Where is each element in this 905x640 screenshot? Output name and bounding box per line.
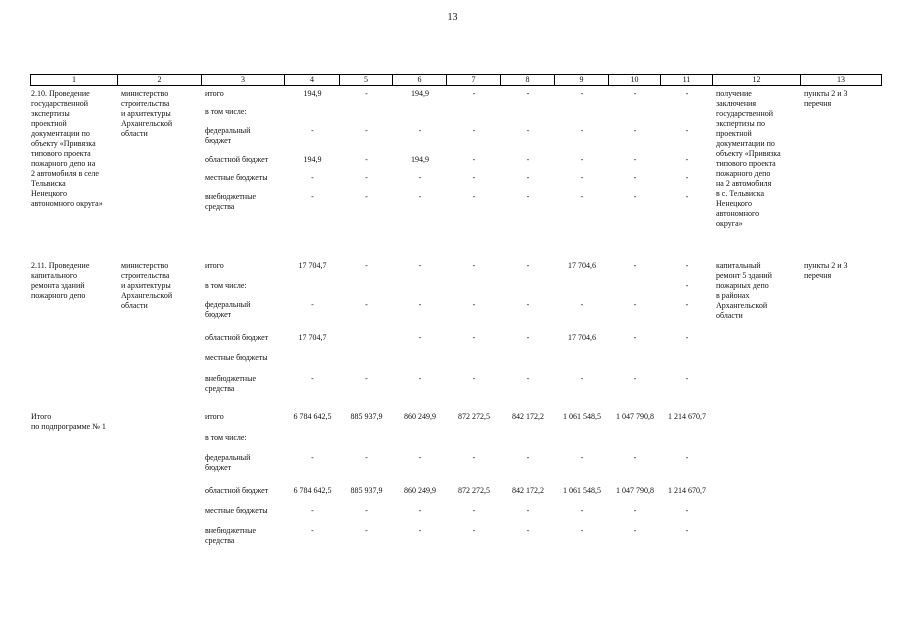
header-col-11: 11: [661, 75, 713, 85]
amount-cell: -: [311, 126, 314, 135]
amount-cell: -: [472, 261, 476, 270]
amount-cell: -: [633, 155, 637, 164]
amount-cell: -: [633, 261, 637, 270]
amount-cell: -: [526, 126, 530, 135]
funding-source-cell: в том числе:: [205, 281, 247, 290]
amount-cell: -: [365, 300, 368, 309]
amount-cell: -: [526, 89, 530, 98]
amount-cell: -: [633, 506, 637, 515]
amount-cell: -: [365, 192, 368, 201]
funding-source-cell: областной бюджет: [205, 155, 269, 164]
amount-cell: -: [580, 192, 584, 201]
amount-cell: 194,9: [303, 89, 322, 98]
amount-cell: -: [365, 453, 368, 462]
event-name-cell: Итого по подпрограмме № 1: [31, 412, 106, 431]
amount-cell: 842 172,2: [512, 412, 544, 421]
amount-cell: 194,9: [411, 89, 429, 98]
amount-cell: -: [580, 453, 584, 462]
amount-cell: 17 704,7: [298, 261, 327, 270]
amount-cell: -: [526, 192, 530, 201]
executor-cell: министерство строительства и архитектуры Архангельской области: [121, 89, 173, 138]
amount-cell: -: [526, 526, 530, 535]
event-name-cell: 2.11. Проведение капитального ремонта зданий пожарного депо: [31, 261, 90, 300]
amount-cell: -: [633, 126, 637, 135]
funding-source-cell: итого: [205, 261, 224, 270]
header-col-4: 4: [285, 75, 340, 85]
header-col-2: 2: [118, 75, 202, 85]
header-col-10: 10: [609, 75, 661, 85]
amount-cell: -: [685, 453, 689, 462]
amount-cell: -: [418, 192, 422, 201]
amount-cell: -: [472, 374, 476, 383]
header-col-13: 13: [801, 75, 882, 85]
amount-cell: -: [685, 155, 689, 164]
amount-cell: -: [633, 89, 637, 98]
amount-cell: -: [580, 173, 584, 182]
amount-cell: 860 249,9: [404, 412, 436, 421]
funding-source-cell: местные бюджеты: [205, 506, 268, 515]
amount-cell: -: [685, 526, 689, 535]
header-col-5: 5: [340, 75, 393, 85]
amount-cell: -: [365, 89, 368, 98]
amount-cell: -: [685, 126, 689, 135]
amount-cell: 1 047 790,8: [616, 412, 654, 421]
amount-cell: -: [472, 506, 476, 515]
amount-cell: -: [633, 300, 637, 309]
amount-cell: 17 704,6: [568, 261, 596, 270]
amount-cell: 17 704,7: [298, 333, 327, 342]
amount-cell: -: [580, 374, 584, 383]
amount-cell: -: [472, 300, 476, 309]
amount-cell: -: [418, 506, 422, 515]
amount-cell: -: [418, 526, 422, 535]
amount-cell: -: [472, 173, 476, 182]
table-header-row: [30, 74, 882, 86]
amount-cell: -: [311, 374, 314, 383]
amount-cell: -: [526, 506, 530, 515]
amount-cell: -: [526, 374, 530, 383]
page-number: 13: [447, 12, 458, 23]
amount-cell: -: [526, 300, 530, 309]
amount-cell: 1 061 548,5: [563, 412, 601, 421]
amount-cell: 1 214 670,7: [668, 412, 706, 421]
funding-source-cell: итого: [205, 412, 224, 421]
amount-cell: -: [365, 261, 368, 270]
amount-cell: 194,9: [303, 155, 322, 164]
amount-cell: 6 784 642,5: [293, 486, 332, 495]
amount-cell: 842 172,2: [512, 486, 544, 495]
amount-cell: -: [633, 192, 637, 201]
amount-cell: -: [633, 374, 637, 383]
amount-cell: -: [365, 506, 368, 515]
amount-cell: -: [633, 333, 637, 342]
result-cell: капитальный ремонт 5 зданий пожарных депо в районах Архангельской области: [716, 261, 772, 320]
funding-source-cell: внебюджетные средства: [205, 374, 256, 393]
amount-cell: 860 249,9: [404, 486, 436, 495]
funding-source-cell: в том числе:: [205, 433, 247, 442]
amount-cell: -: [418, 126, 422, 135]
amount-cell: -: [526, 261, 530, 270]
amount-cell: -: [418, 453, 422, 462]
amount-cell: -: [685, 374, 689, 383]
amount-cell: -: [685, 300, 689, 309]
amount-cell: -: [526, 453, 530, 462]
funding-source-cell: в том числе:: [205, 107, 247, 116]
indicator-cell: пункты 2 и 3 перечня: [804, 261, 848, 280]
amount-cell: -: [472, 526, 476, 535]
amount-cell: -: [472, 126, 476, 135]
header-col-3: 3: [202, 75, 285, 85]
amount-cell: -: [526, 155, 530, 164]
event-name-cell: 2.10. Проведение государственной экспертизы проектной документации по объекту «Привязка типового проекта пожарного депо на 2 автомобиля в селе Тельвиска Ненецкого автономного округа»: [31, 89, 103, 208]
amount-cell: 885 937,9: [350, 486, 383, 495]
amount-cell: -: [311, 192, 314, 201]
amount-cell: -: [365, 155, 368, 164]
amount-cell: -: [685, 89, 689, 98]
amount-cell: -: [685, 281, 689, 290]
amount-cell: -: [311, 453, 314, 462]
header-col-8: 8: [501, 75, 555, 85]
amount-cell: 194,9: [411, 155, 429, 164]
amount-cell: 872 272,5: [458, 412, 490, 421]
funding-source-cell: областной бюджет: [205, 333, 269, 342]
amount-cell: -: [472, 333, 476, 342]
amount-cell: 1 047 790,8: [616, 486, 654, 495]
indicator-cell: пункты 2 и 3 перечня: [804, 89, 848, 108]
header-col-6: 6: [393, 75, 447, 85]
amount-cell: -: [685, 261, 689, 270]
amount-cell: -: [633, 526, 637, 535]
amount-cell: -: [472, 192, 476, 201]
funding-source-cell: внебюджетные средства: [205, 526, 256, 545]
amount-cell: -: [311, 506, 314, 515]
amount-cell: 17 704,6: [568, 333, 596, 342]
amount-cell: -: [418, 374, 422, 383]
amount-cell: -: [311, 300, 314, 309]
funding-source-cell: итого: [205, 89, 224, 98]
amount-cell: -: [685, 506, 689, 515]
funding-source-cell: областной бюджет: [205, 486, 269, 495]
funding-source-cell: федеральный бюджет: [205, 300, 251, 319]
amount-cell: 885 937,9: [350, 412, 383, 421]
amount-cell: -: [633, 173, 637, 182]
amount-cell: -: [418, 300, 422, 309]
amount-cell: 6 784 642,5: [293, 412, 332, 421]
result-cell: получение заключения государственной экспертизы по проектной документации по объекту «Привязка типового проекта пожарного депо на 2 автомобиля в с. Тельвиска Ненецкого автономного округа»: [716, 89, 781, 228]
funding-source-cell: внебюджетные средства: [205, 192, 256, 211]
amount-cell: -: [580, 526, 584, 535]
amount-cell: -: [365, 526, 368, 535]
funding-source-cell: федеральный бюджет: [205, 126, 251, 145]
amount-cell: -: [472, 89, 476, 98]
amount-cell: -: [526, 173, 530, 182]
amount-cell: -: [580, 155, 584, 164]
funding-source-cell: местные бюджеты: [205, 353, 268, 362]
amount-cell: -: [472, 155, 476, 164]
header-col-9: 9: [555, 75, 609, 85]
amount-cell: -: [311, 173, 314, 182]
amount-cell: -: [311, 526, 314, 535]
amount-cell: -: [365, 126, 368, 135]
amount-cell: -: [685, 192, 689, 201]
amount-cell: -: [685, 173, 689, 182]
amount-cell: -: [418, 261, 422, 270]
funding-source-cell: местные бюджеты: [205, 173, 268, 182]
amount-cell: 1 061 548,5: [563, 486, 601, 495]
amount-cell: 1 214 670,7: [668, 486, 706, 495]
amount-cell: -: [365, 173, 368, 182]
amount-cell: -: [418, 333, 422, 342]
funding-source-cell: федеральный бюджет: [205, 453, 251, 472]
amount-cell: -: [580, 89, 584, 98]
header-col-12: 12: [713, 75, 801, 85]
amount-cell: -: [472, 453, 476, 462]
amount-cell: -: [580, 300, 584, 309]
amount-cell: -: [365, 374, 368, 383]
header-col-1: 1: [30, 75, 118, 85]
amount-cell: 872 272,5: [458, 486, 490, 495]
amount-cell: -: [526, 333, 530, 342]
amount-cell: -: [633, 453, 637, 462]
amount-cell: -: [418, 173, 422, 182]
amount-cell: -: [580, 126, 584, 135]
amount-cell: -: [580, 506, 584, 515]
header-col-7: 7: [447, 75, 501, 85]
amount-cell: -: [685, 333, 689, 342]
executor-cell: министерство строительства и архитектуры Архангельской области: [121, 261, 173, 310]
